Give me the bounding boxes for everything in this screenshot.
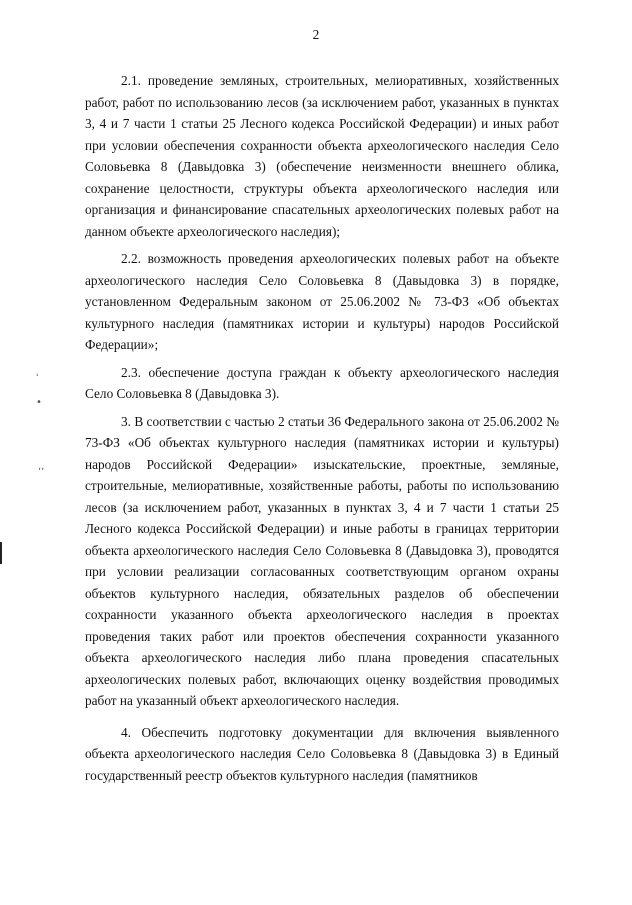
paragraph-4: 4. Обеспечить подготовку документации для включения выявленного объекта археологического наследия Село Соловьевка 8 (Давыдовка 3) в Единый государственный реестр объектов культурного наследия (памятников bbox=[85, 724, 559, 783]
page-number: 2 bbox=[312, 27, 320, 42]
document-body bbox=[85, 70, 559, 792]
paragraph-3: 3. В соответствии с частью 2 статьи 36 Федерального закона от 25.06.2002 № 73-ФЗ «Об объектах культурного наследия (памятниках истории и культуры) народов Российской Федерации» изыскательские, проектные, земляные, строительные, мелиоративные, хозяйственные работы, работы по использованию лесов (за исключением работ, указанных в пунктах 3, 4 и 7 части 1 статьи 25 Лесного кодекса Российской Федерации) и иные работы в границах территории объекта археологического наследия Село Соловьевка 8 (Давыдовка 3), проводятся при условии реализации согласованных соответствующим органом охраны объектов культурного наследия, обязательных разделов об обеспечении сохранности указанного объекта археологического наследия в проектах проведения таких работ или проектов обеспечения сохранности указанного объекта археологического наследия либо плана проведения спасательных археологических полевых работ, включающих оценку воздействия проводимых работ на указанный объект археологического наследия. bbox=[85, 413, 559, 708]
scan-speck: ʼʼ bbox=[38, 467, 45, 478]
paragraph-2-2: 2.2. возможность проведения археологических полевых работ на объекте археологического наследия Село Соловьевка 8 (Давыдовка 3) в порядке, установленном Федеральным законом от 25.06.2002 № 73-ФЗ «Об объектах культурного наследия (памятниках истории и культуры) народов Российской Федерации»; bbox=[85, 251, 559, 352]
paragraph-2-3: 2.3. обеспечение доступа граждан к объекту археологического наследия Село Соловьевка 8 (Давыдовка 3). bbox=[85, 364, 559, 401]
scan-speck: • bbox=[36, 397, 42, 408]
scan-speck: ʾ bbox=[36, 373, 40, 384]
scan-edge-mark bbox=[0, 542, 2, 564]
paragraph-2-1: 2.1. проведение земляных, строительных, мелиоративных, хозяйственных работ, работ по использованию лесов (за исключением работ, указанных в пунктах 3, 4 и 7 части 1 статьи 25 Лесного кодекса Российской Федерации) и иных работ при условии обеспечения сохранности объекта археологического наследия Село Соловьевка 8 (Давыдовка 3) (обеспечение неизменности внешнего облика, сохранение целостности, структуры объекта археологического наследия или организация и финансирование спасательных археологических полевых работ на данном объекте археологического наследия); bbox=[85, 73, 559, 239]
